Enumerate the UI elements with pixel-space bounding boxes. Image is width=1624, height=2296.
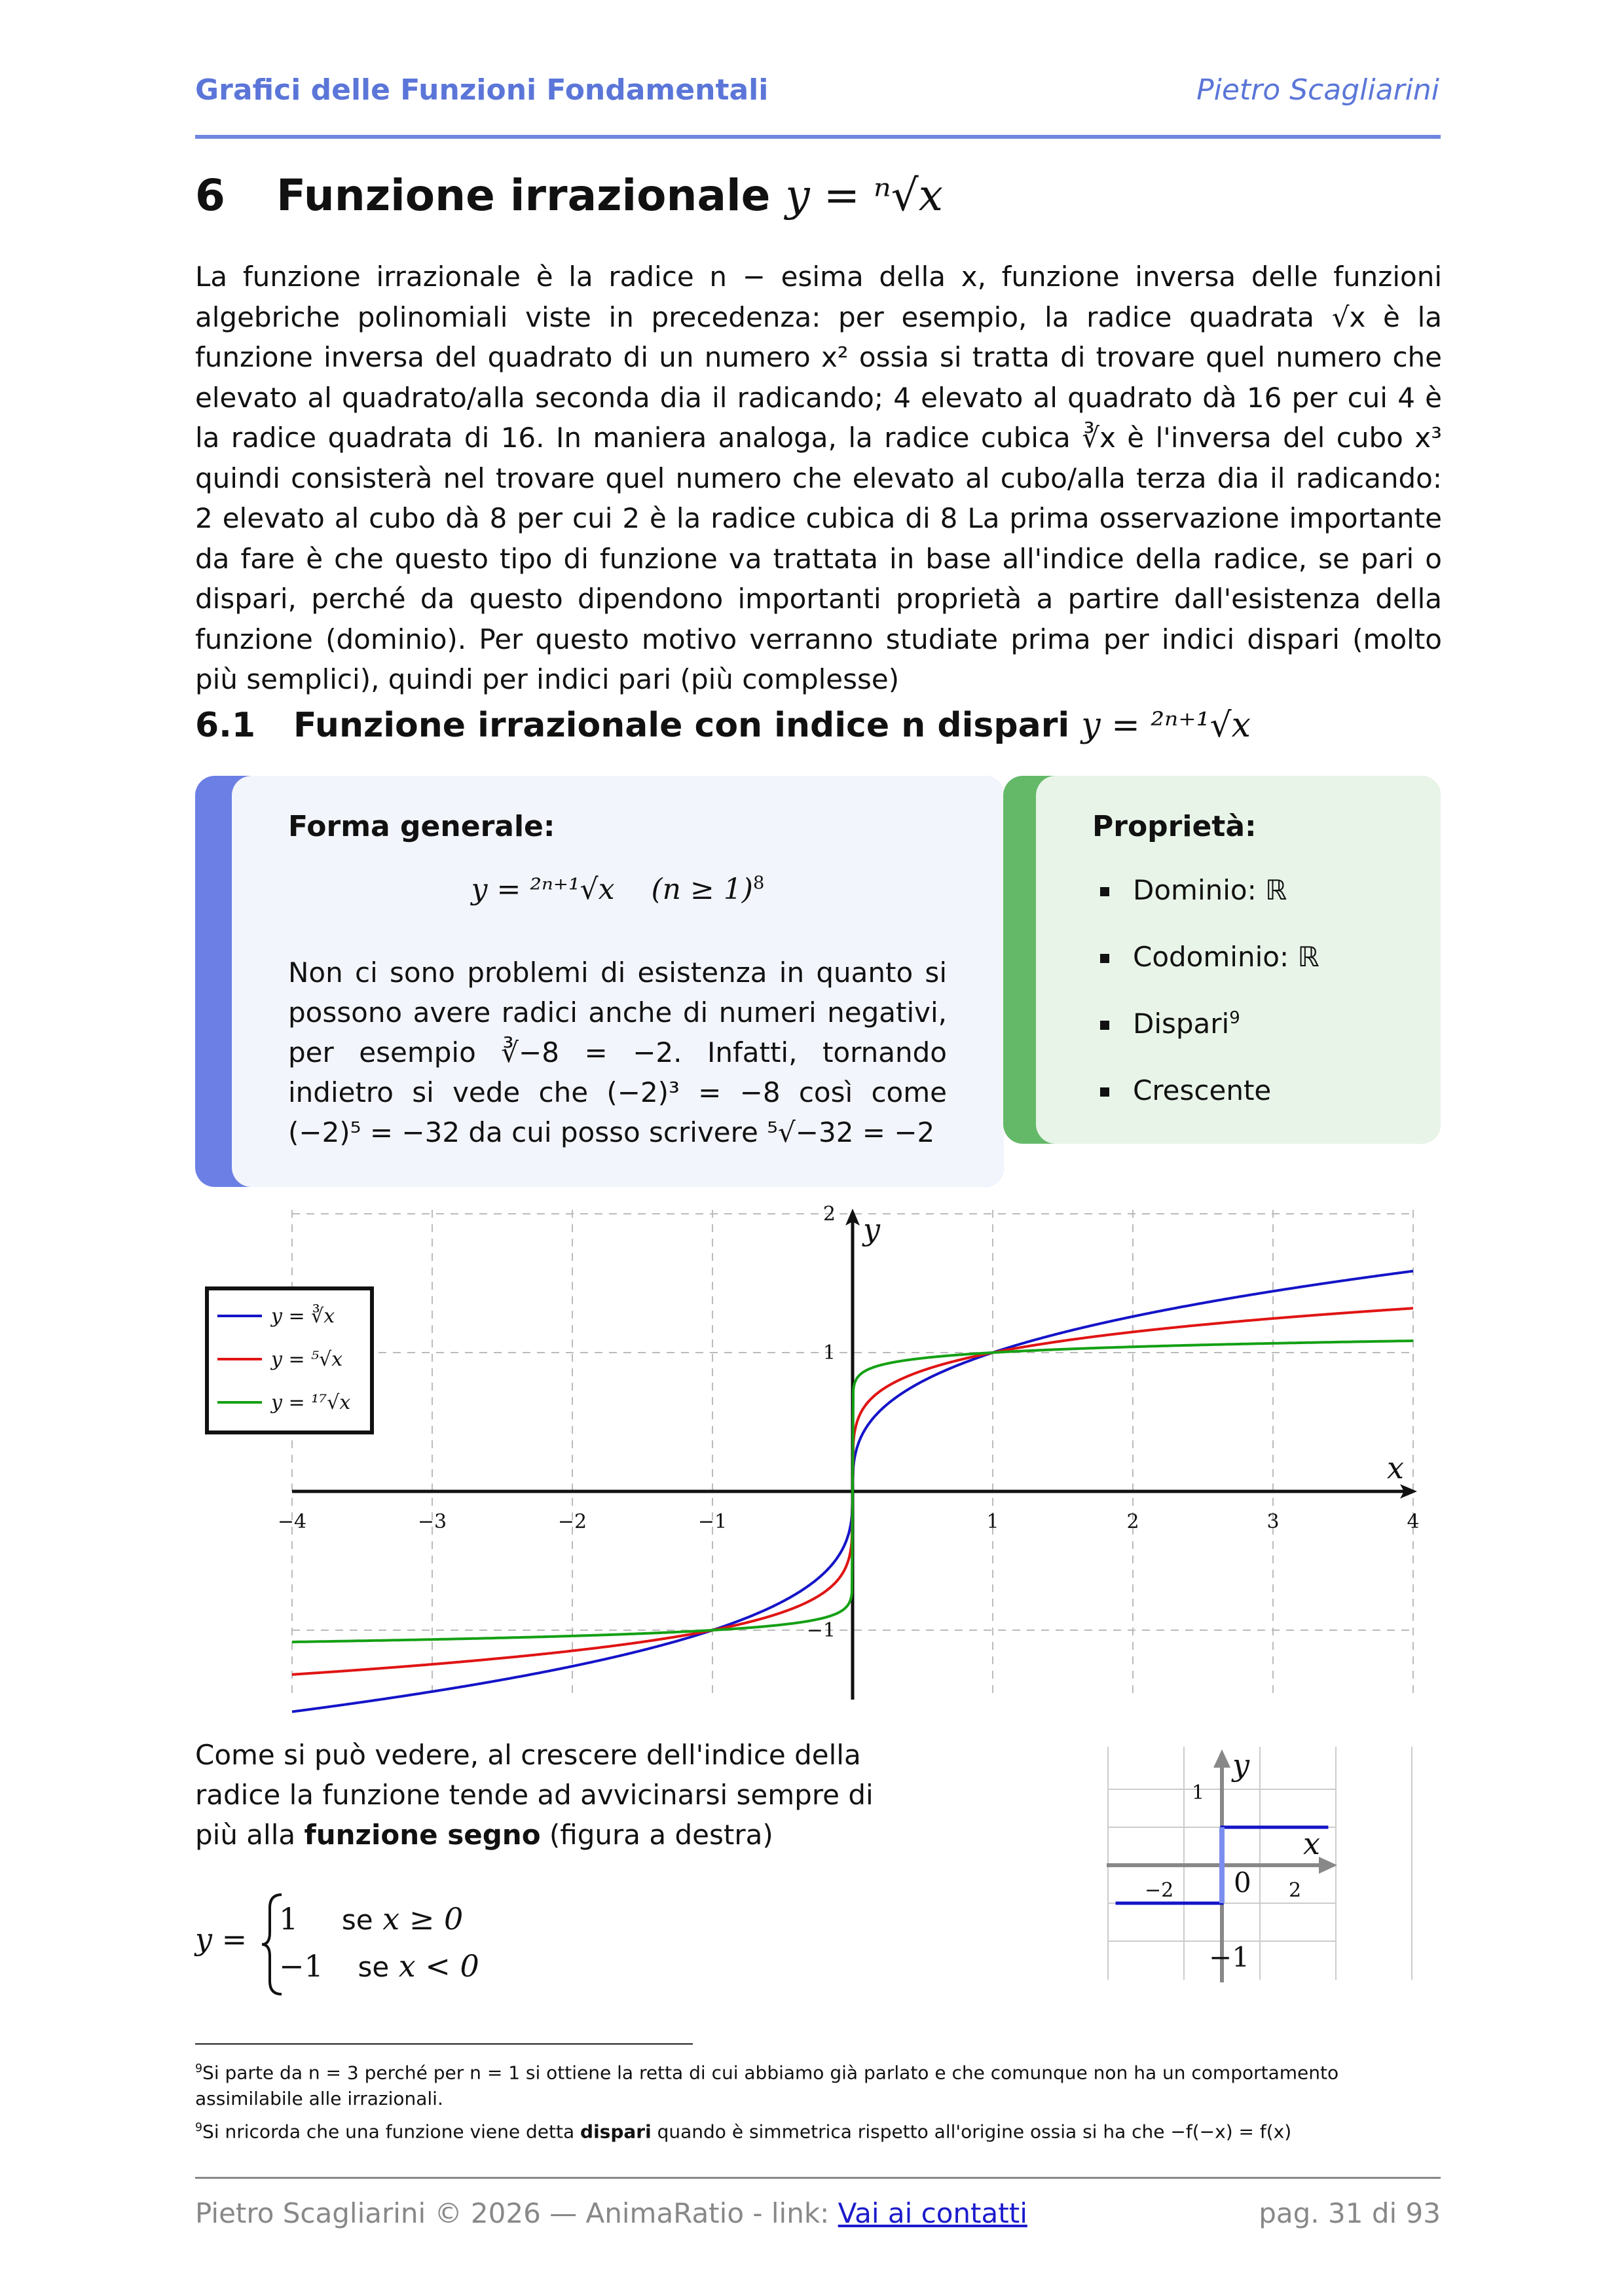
- general-form-text: Non ci sono problemi di esistenza in quanto si possono avere radici anche di numeri negativi, per esempio ∛−8 = −2. Infatti, tornando indietro si vede che (−2)³ = −8 così come (−2)⁵ = −32 da cui posso scrivere ⁵√−32 = −2: [288, 957, 947, 1148]
- x-tick-label: −4: [277, 1510, 307, 1533]
- property-odd-label: Dispari: [1133, 1008, 1230, 1040]
- x-tick-label: −1: [697, 1510, 728, 1533]
- page-label: pag.: [1259, 2197, 1320, 2229]
- section-formula: y = ⁿ√x: [785, 170, 943, 221]
- chart-tick-labels: [278, 1203, 1420, 1642]
- property-increasing: Crescente: [1133, 1074, 1272, 1106]
- footnote-2-mark: 9: [195, 2121, 203, 2134]
- footnote-ref-9: 9: [1229, 1008, 1240, 1028]
- general-form-formula-text: y = ²ⁿ⁺¹√x (n ≥ 1): [471, 873, 753, 906]
- x-tick-label: −2: [557, 1510, 587, 1533]
- case2-value: −1: [279, 1948, 323, 1984]
- y-tick-label: −1: [806, 1619, 836, 1642]
- footnote-1: [195, 2056, 1442, 2112]
- x-tick-label: 2: [1126, 1510, 1139, 1533]
- footnote-2-before: Si nricorda che una funzione viene detta: [202, 2121, 581, 2143]
- property-domain: Dominio: ℝ: [1133, 874, 1287, 906]
- footnote-ref-8: 8: [752, 873, 765, 894]
- footnote-2-after: quando è simmetrica rispetto all'origine ossia si ha che −f(−x) = f(x): [651, 2121, 1292, 2143]
- footnote-2-bold: dispari: [580, 2121, 652, 2143]
- legend-entry: y = ∛x: [271, 1305, 335, 1328]
- case2-word: se: [358, 1951, 390, 1983]
- page-number: [1259, 2197, 1441, 2229]
- running-header-author: Pietro Scagliarini: [1196, 73, 1439, 107]
- legend-entry: y = ¹⁷√x: [271, 1391, 351, 1414]
- subsection-formula: y = ²ⁿ⁺¹√x: [1081, 706, 1251, 745]
- x-axis-label: x: [1387, 1450, 1404, 1485]
- sign-y-label: y: [1232, 1747, 1249, 1783]
- section-title: Funzione irrazionale: [276, 170, 771, 221]
- sign-x-arrow: [1319, 1857, 1337, 1874]
- subsection-title: Funzione irrazionale con indice n dispari: [293, 706, 1070, 745]
- y-axis-label: y: [863, 1212, 880, 1247]
- caption-before: Come si può vedere, al crescere dell'indice della radice la funzione tende ad avvicinarsi sempre di più alla: [195, 1739, 874, 1851]
- sign-y-tick: 1: [1192, 1781, 1205, 1804]
- sign-x-label: x: [1303, 1826, 1320, 1861]
- sign-case-negative: [279, 1948, 479, 1984]
- page-current: 31: [1328, 2197, 1363, 2229]
- x-tick-label: 1: [986, 1510, 999, 1533]
- caption-after: (figura a destra): [540, 1819, 773, 1851]
- footer-credits: Pietro Scagliarini © 2026 — AnimaRatio - link:: [195, 2197, 838, 2229]
- footnote-1-text: Si parte da n = 3 perché per n = 1 si ottiene la retta di cui abbiamo già parlato e che comunque non ha un comportamento assimilabile alle irrazionali.: [195, 2062, 1339, 2110]
- general-form-heading: Forma generale:: [288, 810, 555, 843]
- sign-lhs: y =: [195, 1922, 248, 1957]
- property-codomain: Codominio: ℝ: [1133, 941, 1320, 973]
- x-tick-label: −3: [417, 1510, 447, 1533]
- y-tick-label: 1: [822, 1341, 836, 1364]
- properties-heading: Proprietà:: [1092, 810, 1257, 843]
- sign-x-tick: −2: [1145, 1879, 1174, 1902]
- intro-paragraph: La funzione irrazionale è la radice n − esima della x, funzione inversa delle funzioni algebriche polinomiali viste in precedenza: per esempio, la radice quadrata √x è la funzione inversa del quadrato di un numero x² ossia si tratta di trovare quel numero che elevato al quadrato/alla seconda dia il radicando; 4 elevato al quadrato dà 16 per cui 4 è la radice quadrata di 16. In maniera analoga, la radice cubica ∛x è l'inversa del cubo x³ quindi consisterà nel trovare quel numero che elevato al cubo/alla terza dia il radicando: 2 elevato al cubo dà 8 per cui 2 è la radice cubica di 8 La prima osservazione importante da fare è che questo tipo di funzione va trattata in base all'indice della radice, se pari o dispari, perché da questo dipendono importanti proprietà a partire dall'esistenza della funzione (dominio). Per questo motivo verranno studiate prima per indici dispari (molto più semplici), quindi per indici pari (più complesse): [195, 261, 1442, 695]
- caption-bold: funzione segno: [304, 1819, 541, 1851]
- page-total: 93: [1405, 2197, 1441, 2229]
- footnote-1-mark: 9: [195, 2062, 203, 2075]
- sign-x-tick: 2: [1289, 1879, 1302, 1902]
- footer-rule: [195, 2177, 1441, 2179]
- footer-left: [195, 2197, 1027, 2229]
- section-number: 6: [195, 170, 225, 221]
- x-tick-label: 4: [1407, 1510, 1420, 1533]
- sign-function-chart: [1107, 1747, 1412, 1982]
- x-tick-label: 3: [1266, 1510, 1280, 1533]
- case1-cond: x ≥ 0: [382, 1901, 464, 1937]
- sign-y-tick: −1: [1209, 1941, 1249, 1973]
- sign-origin-label: 0: [1234, 1867, 1251, 1899]
- caption-text: [195, 1735, 896, 1855]
- case1-value: 1: [279, 1901, 299, 1937]
- page-of: di: [1371, 2197, 1397, 2229]
- case1-word: se: [341, 1904, 373, 1936]
- sign-y-arrow: [1213, 1749, 1230, 1768]
- chart-legend: [207, 1288, 372, 1432]
- legend-entry: y = ⁵√x: [271, 1348, 343, 1371]
- sign-case-positive: [279, 1901, 463, 1937]
- running-header-title: Grafici delle Funzioni Fondamentali: [195, 73, 769, 107]
- footnote-2: [195, 2115, 1442, 2145]
- subsection-number: 6.1: [195, 706, 256, 745]
- case2-cond: x < 0: [398, 1948, 479, 1984]
- contacts-link[interactable]: Vai ai contatti: [838, 2197, 1027, 2229]
- footnote-rule: [195, 2043, 693, 2045]
- y-tick-label: 2: [822, 1203, 836, 1226]
